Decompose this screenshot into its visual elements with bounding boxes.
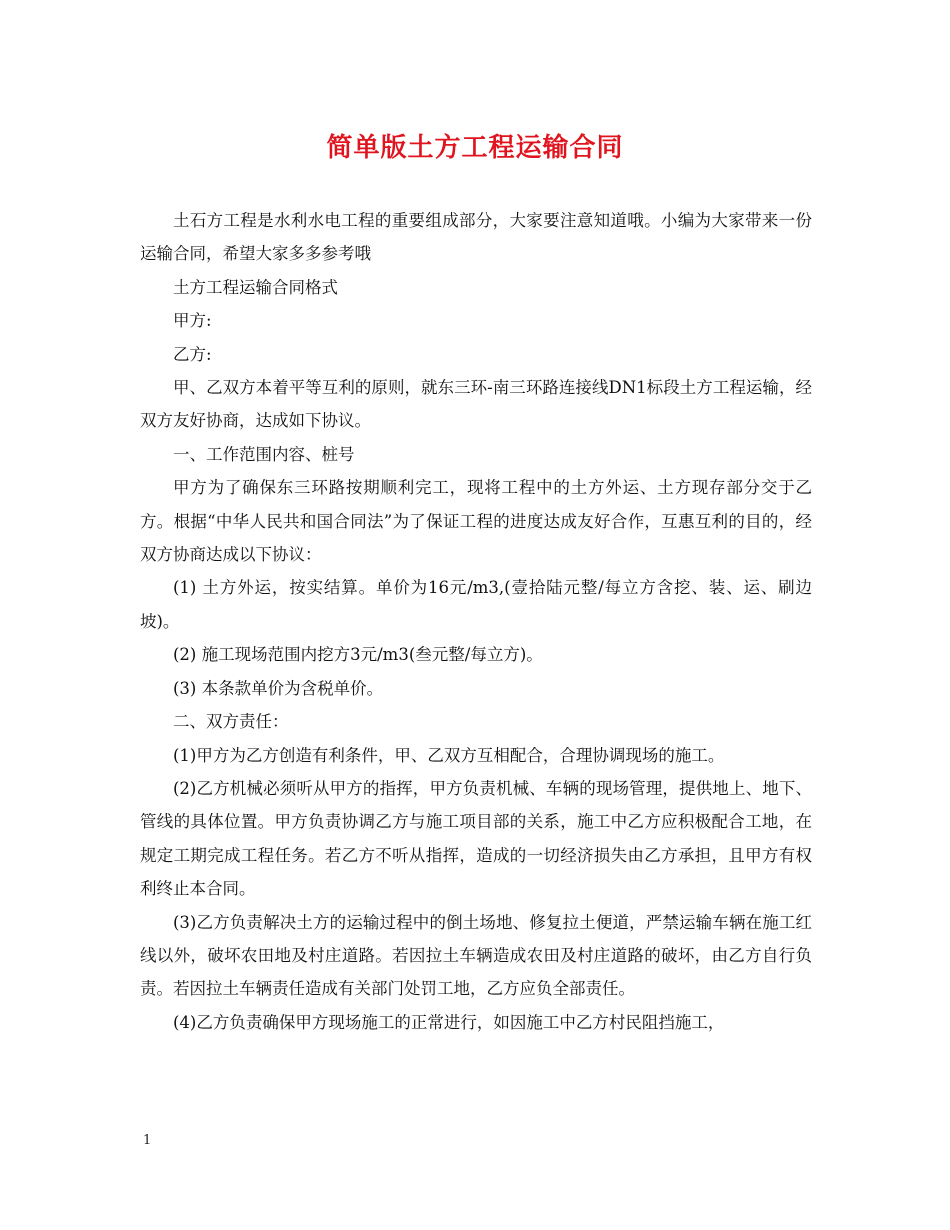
party-a-line: 甲方:: [173, 311, 212, 331]
responsibility-item: (2)乙方机械必须听从甲方的指挥，甲方负责机械、车辆的现场管理，提供地上、地下、管线的具体位置。甲方负责协调乙方与施工项目部的关系，施工中乙方应积极配合工地，在规定工期完成工程任务。若乙方不听从指挥，造成的一切经济损失由乙方承担，且甲方有权利终止本合同。: [140, 778, 812, 899]
responsibility-item: (4)乙方负责确保甲方现场施工的正常进行，如因施工中乙方村民阻挡施工，: [173, 1012, 725, 1032]
intro-paragraph: 土石方工程是水利水电工程的重要组成部分，大家要注意知道哦。小编为大家带来一份运输合同，希望大家多多参考哦: [140, 211, 812, 264]
agreement-preamble: 甲、乙双方本着平等互利的原则，就东三环-南三环路连接线DN1标段土方工程运输，经双方友好协商，达成如下协议。: [140, 378, 812, 431]
section-heading-scope: 一、工作范围内容、桩号: [173, 444, 355, 464]
responsibility-item: (1)甲方为乙方创造有利条件，甲、乙双方互相配合，合理协调现场的施工。: [173, 745, 725, 765]
party-b-line: 乙方:: [173, 344, 212, 364]
page-number: 1: [143, 1133, 152, 1148]
clause-item: (2) 施工现场范围内挖方3元/m3(叁元整/每立方)。: [173, 645, 543, 665]
document-title: 简单版土方工程运输合同: [326, 133, 624, 163]
contract-format-heading: 土方工程运输合同格式: [173, 277, 338, 297]
document-body: [140, 204, 812, 1039]
responsibility-item: (3)乙方负责解决土方的运输过程中的倒土场地、修复拉土便道，严禁运输车辆在施工红线以外，破坏农田地及村庄道路。若因拉土车辆造成农田及村庄道路的破坏，由乙方自行负责。若因拉土车辆责任造成有关部门处罚工地，乙方应负全部责任。: [140, 912, 812, 999]
section-heading-responsibilities: 二、双方责任：: [173, 712, 289, 732]
scope-paragraph: 甲方为了确保东三环路按期顺利完工，现将工程中的土方外运、土方现存部分交于乙方。根据“中华人民共和国合同法”为了保证工程的进度达成友好合作，互惠互利的目的，经双方协商达成以下协议：: [140, 478, 812, 565]
clause-item: (3) 本条款单价为含税单价。: [173, 678, 384, 698]
clause-item: (1) 土方外运，按实结算。单价为16元/m3,(壹拾陆元整/每立方含挖、装、运、刷边坡)。: [140, 578, 812, 631]
